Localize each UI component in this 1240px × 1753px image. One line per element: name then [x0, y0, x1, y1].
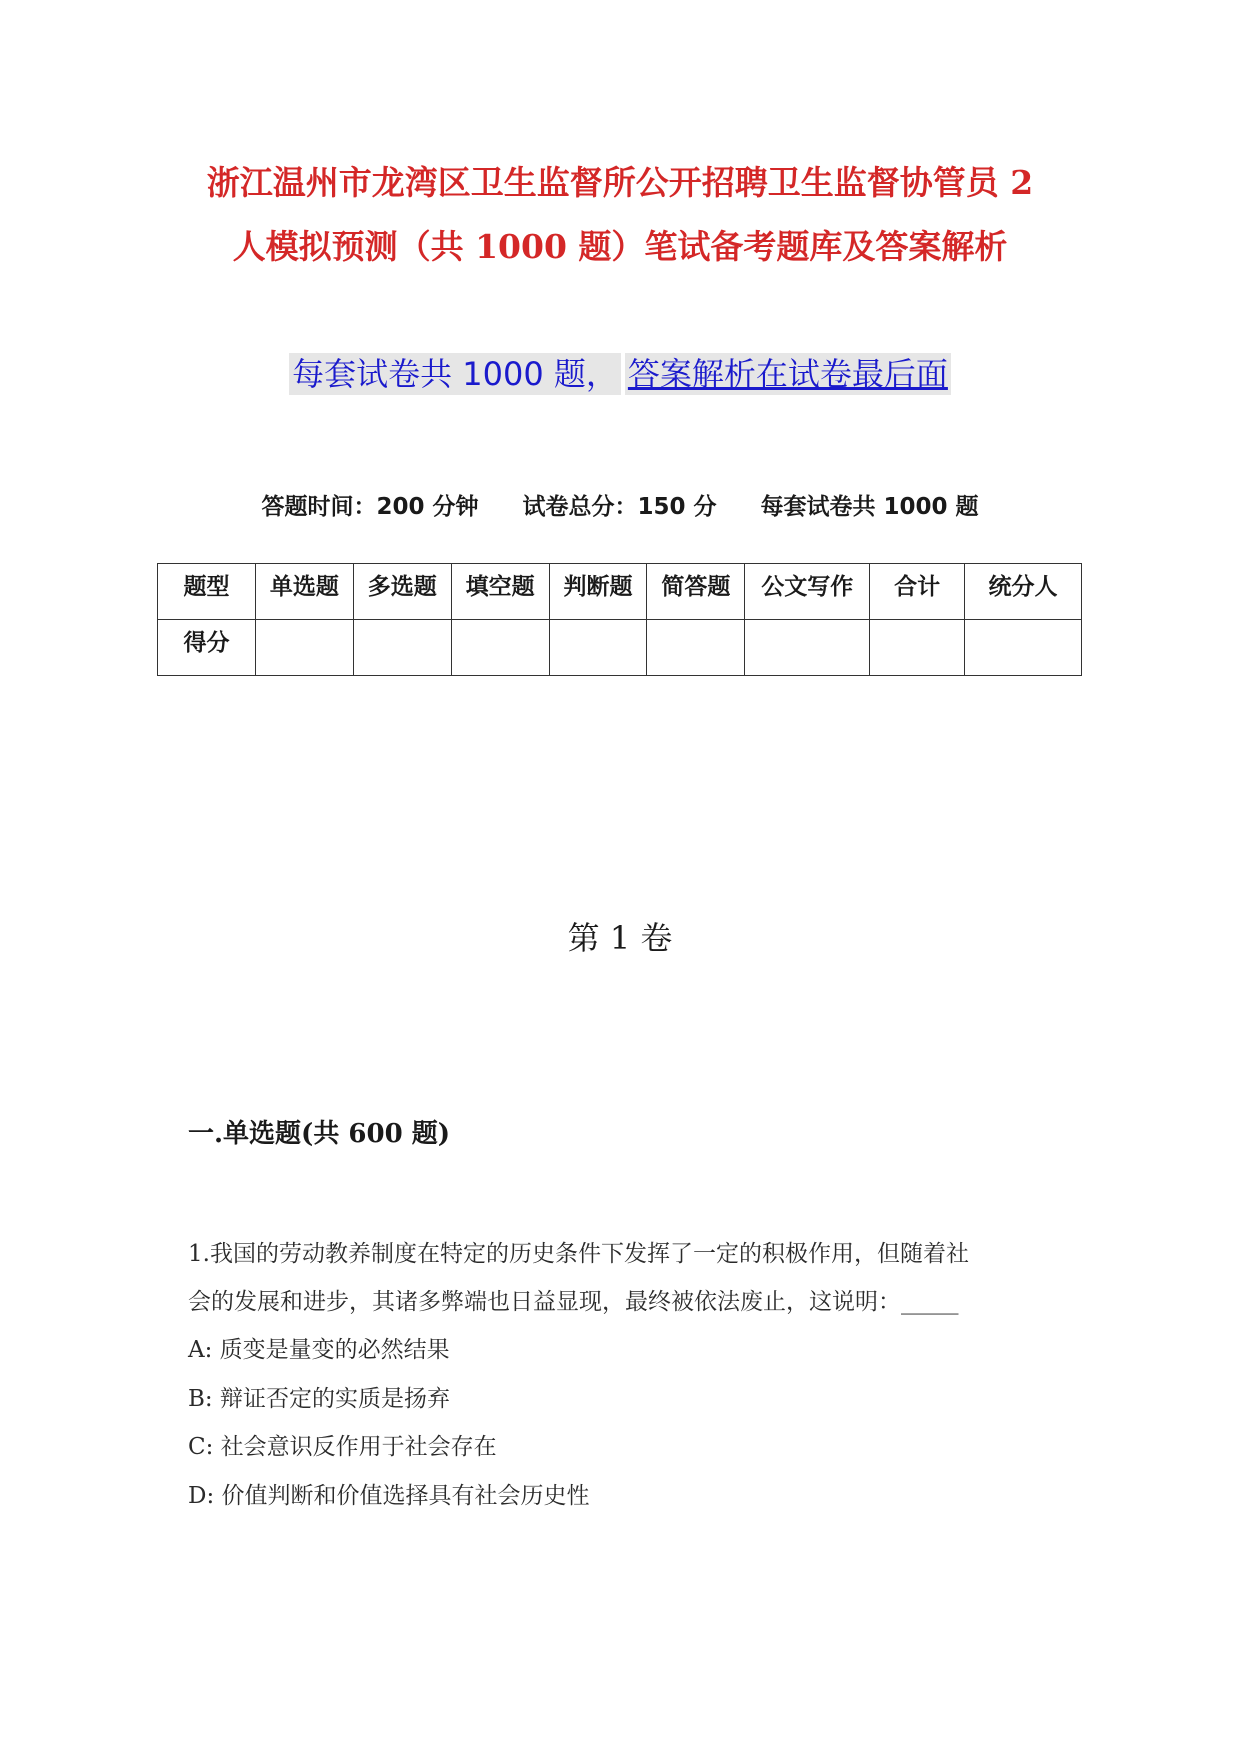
score-header-cell: 填空题 — [451, 564, 549, 620]
score-cell — [745, 620, 870, 676]
answer-notice — [0, 350, 1240, 398]
score-header-cell: 统分人 — [965, 564, 1082, 620]
option-a: A: 质变是量变的必然结果 — [188, 1337, 450, 1363]
document-title-line-2: 人模拟预测（共 1000 题）笔试备考题库及答案解析 — [232, 227, 1008, 266]
score-cell — [353, 620, 451, 676]
score-cell — [451, 620, 549, 676]
score-header-cell: 多选题 — [353, 564, 451, 620]
volume-heading: 第 1 卷 — [567, 919, 673, 957]
score-cell — [965, 620, 1082, 676]
score-header-cell: 单选题 — [255, 564, 353, 620]
score-header-cell: 合计 — [870, 564, 965, 620]
score-table — [157, 563, 1082, 676]
score-header-cell: 简答题 — [647, 564, 745, 620]
document-title-line-1: 浙江温州市龙湾区卫生监督所公开招聘卫生监督协管员 2 — [206, 163, 1034, 202]
option-d: D: 价值判断和价值选择具有社会历史性 — [188, 1483, 590, 1509]
option-b: B: 辩证否定的实质是扬弃 — [188, 1386, 450, 1412]
answer-location-link[interactable]: 答案解析在试卷最后面 — [625, 353, 951, 395]
option-c: C: 社会意识反作用于社会存在 — [188, 1434, 497, 1460]
score-table-score-row — [158, 620, 1082, 676]
question-stem-line-2: 会的发展和进步，其诸多弊端也日益显现，最终被依法废止，这说明：_____ — [188, 1289, 959, 1315]
section-heading: 一.单选题(共 600 题) — [188, 1119, 451, 1149]
score-cell — [647, 620, 745, 676]
score-header-cell: 公文写作 — [745, 564, 870, 620]
score-cell — [549, 620, 647, 676]
score-cell — [255, 620, 353, 676]
exam-meta — [0, 488, 1240, 521]
exam-time: 答题时间：200 分钟 — [261, 494, 479, 520]
score-cell — [870, 620, 965, 676]
exam-total-score: 试卷总分：150 分 — [522, 494, 717, 520]
score-header-cell: 题型 — [158, 564, 256, 620]
exam-question-count: 每套试卷共 1000 题 — [760, 494, 979, 520]
score-row-label: 得分 — [158, 620, 256, 676]
score-table-header-row — [158, 564, 1082, 620]
question-stem-line-1: 1.我国的劳动教养制度在特定的历史条件下发挥了一定的积极作用，但随着社 — [188, 1241, 969, 1267]
notice-text: 每套试卷共 1000 题， — [289, 353, 621, 395]
score-header-cell: 判断题 — [549, 564, 647, 620]
